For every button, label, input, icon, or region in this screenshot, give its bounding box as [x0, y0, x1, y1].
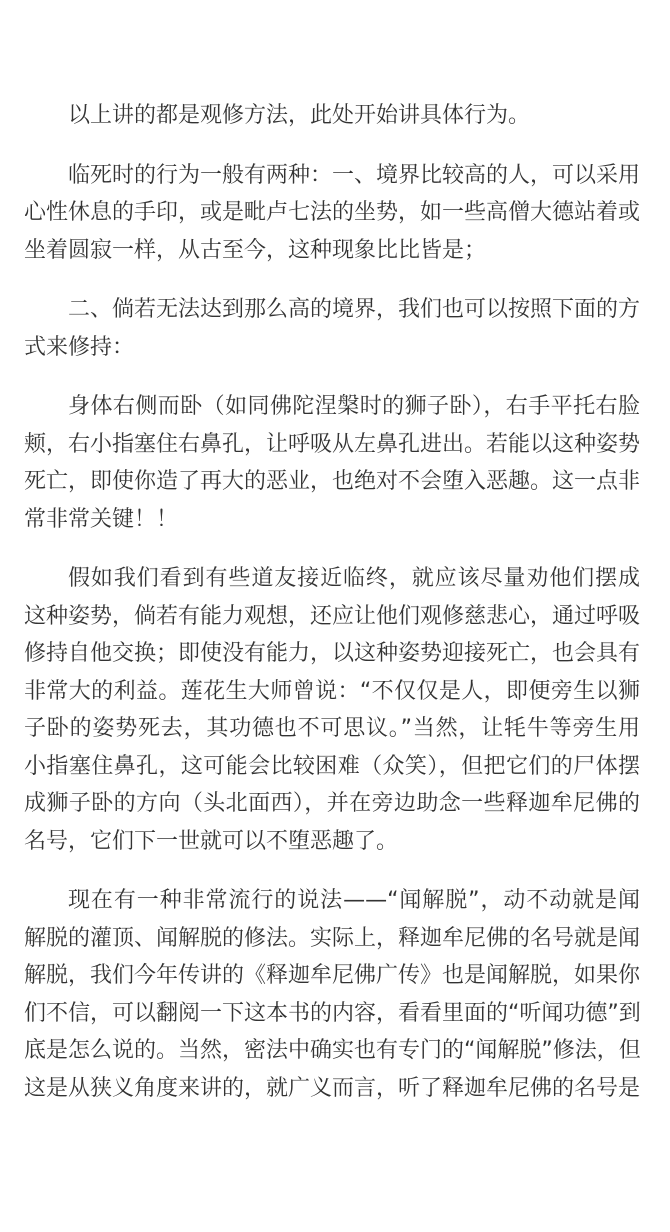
- document-page: [24, 97, 640, 1107]
- text-line: 二、倘若无法达到那么高的境界，我们也可以按照下面的方: [68, 297, 641, 322]
- text-line: 们不信，可以翻阅一下这本书的内容，看看里面的“听闻功德”到: [24, 1000, 641, 1026]
- text-line: 解脱的灌顶、闻解脱的修法。实际上，释迦牟尼佛的名号就是闻: [24, 925, 641, 951]
- text-line: 这种姿势，倘若有能力观想，还应让他们观修慈悲心，通过呼吸: [24, 603, 641, 629]
- text-line: 这是从狭义角度来讲的，就广义而言，听了释迦牟尼佛的名号是: [24, 1075, 641, 1101]
- text-line: 以上讲的都是观修方法，此处开始讲具体行为。: [68, 103, 531, 128]
- text-line: 死亡，即使你造了再大的恶业，也绝对不会堕入恶趣。这一点非: [24, 469, 641, 494]
- text-line: 小指塞住鼻孔，这可能会比较困难（众笑），但把它们的尸体摆: [24, 753, 640, 779]
- paragraph-lion-posture: [24, 388, 640, 538]
- paragraph-observation-methods: [24, 97, 640, 135]
- text-line: 假如我们看到有些道友接近临终，就应该尽量劝他们摆成: [68, 566, 640, 591]
- text-line: 解脱，我们今年传讲的《释迦牟尼佛广传》也是闻解脱，如果你: [24, 963, 641, 988]
- text-line: 常非常关键！！: [24, 506, 179, 532]
- text-line: 坐着圆寂一样，从古至今，这种现象比比皆是；: [24, 237, 487, 263]
- text-line: 修持自他交换；即使没有能力，以这种姿势迎接死亡，也会具有: [24, 641, 641, 666]
- text-line: 名号，它们下一世就可以不堕恶趣了。: [24, 828, 399, 854]
- paragraph-two-kinds-of-conduct: [24, 157, 640, 270]
- text-line: 现在有一种非常流行的说法——“闻解脱”，动不动就是闻: [68, 888, 640, 913]
- text-line: 心性休息的手印，或是毗卢七法的坐势，如一些高僧大德站着或: [24, 200, 641, 225]
- paragraph-liberation-through-hearing: [24, 882, 640, 1107]
- text-line: 临死时的行为一般有两种：一、境界比较高的人，可以采用: [68, 162, 641, 188]
- paragraph-second-method: [24, 291, 640, 366]
- text-line: 颊，右小指塞住右鼻孔，让呼吸从左鼻孔进出。若能以这种姿势: [24, 431, 641, 457]
- text-line: 非常大的利益。莲花生大师曾说：“不仅仅是人，即便旁生以狮: [24, 678, 640, 704]
- text-line: 式来修持：: [24, 334, 135, 360]
- paragraph-helping-dharma-friends: [24, 560, 640, 860]
- text-line: 底是怎么说的。当然，密法中确实也有专门的“闻解脱”修法，但: [24, 1038, 641, 1063]
- text-line: 成狮子卧的方向（头北面西），并在旁边助念一些释迦牟尼佛的: [24, 791, 640, 816]
- text-line: 子卧的姿势死去，其功德也不可思议。”当然，让牦牛等旁生用: [24, 716, 640, 741]
- text-line: 身体右侧而卧（如同佛陀涅槃时的狮子卧），右手平托右脸: [68, 394, 640, 419]
